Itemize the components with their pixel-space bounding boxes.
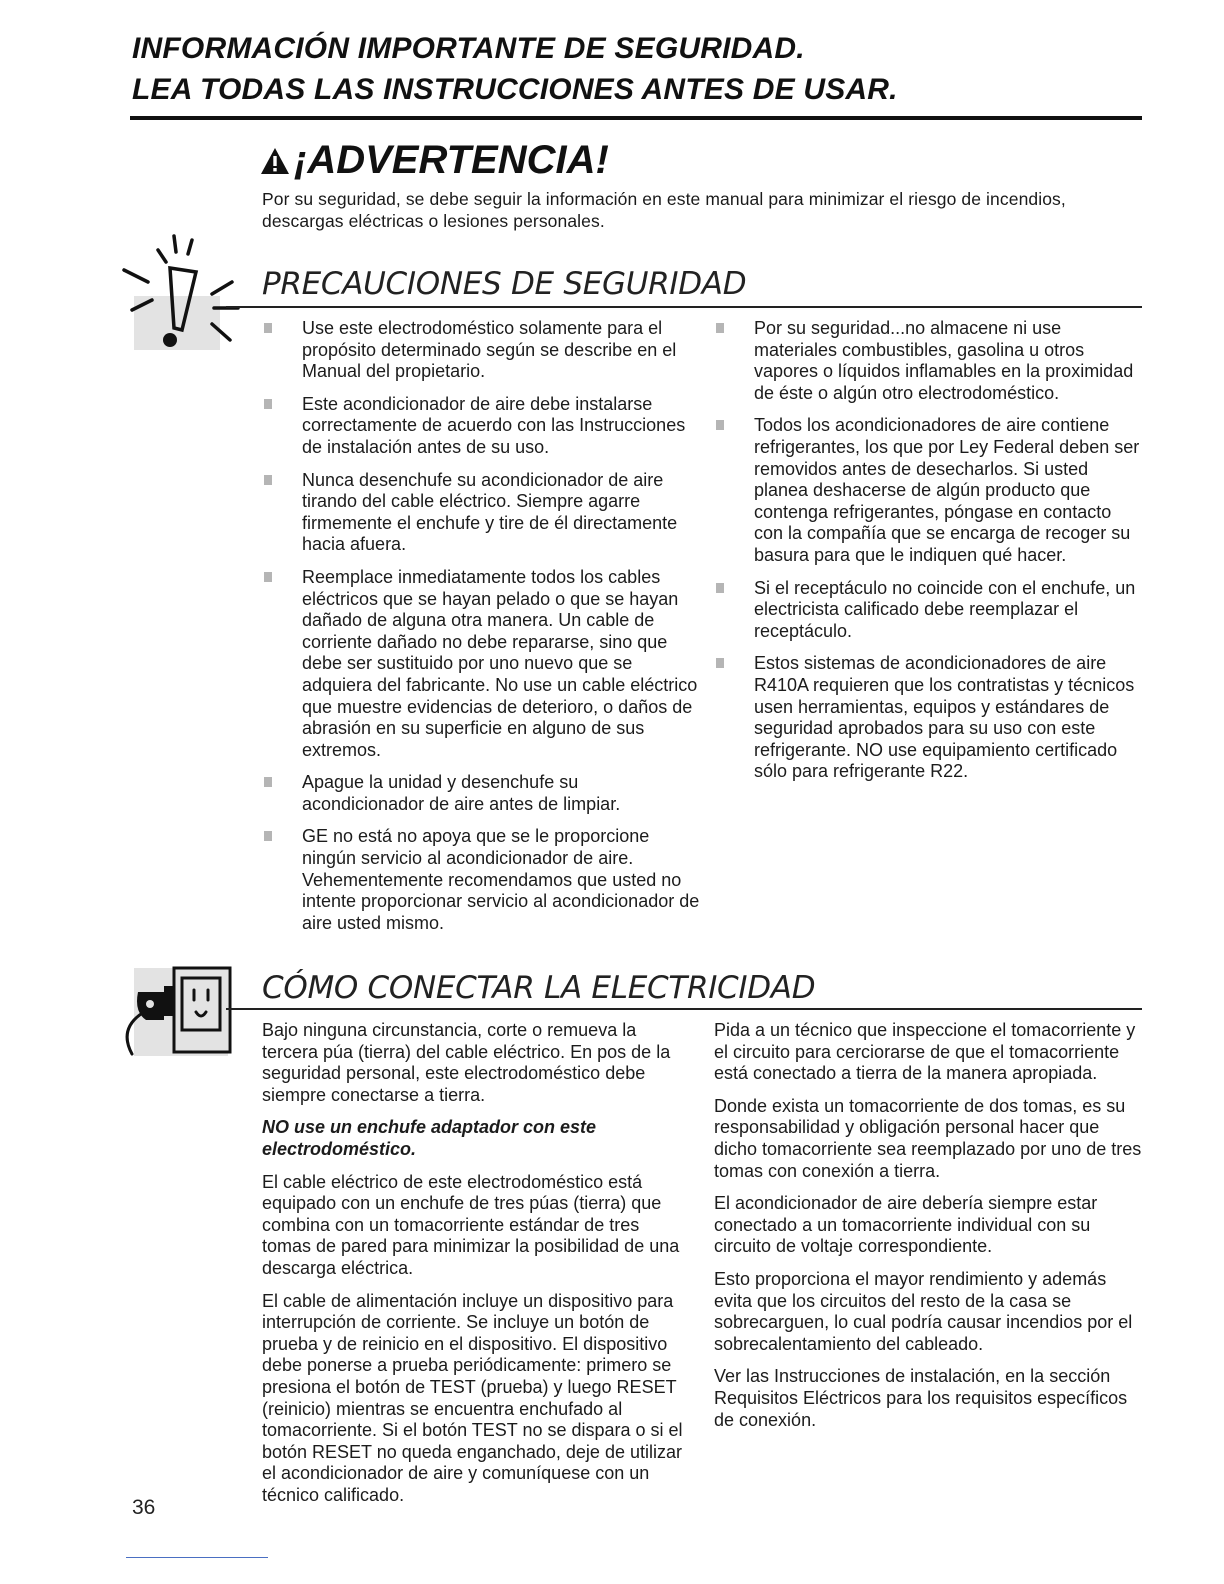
precautions-right-column — [714, 318, 1144, 794]
warning-title: ¡ADVERTENCIA! — [294, 138, 609, 182]
precautions-left-column — [262, 318, 702, 945]
header-title-line-2: LEA TODAS LAS INSTRUCCIONES ANTES DE USAR. — [132, 73, 898, 106]
precaution-item: Nunca desenchufe su acondicionador de aire tirando del cable eléctrico. Siempre agarre firmemente el enchufe y tire de él directamente hacia afuera. — [262, 470, 702, 556]
electricity-right-column — [714, 1020, 1144, 1442]
electricity-paragraph: El cable eléctrico de este electrodoméstico está equipado con un enchufe de tres púas (tierra) que combina con un tomacorriente estándar de tres tomas de pared para minimizar la posibilidad de una descarga eléctrica. — [262, 1171, 680, 1278]
warning-heading — [260, 138, 609, 183]
electricity-left-column — [262, 1020, 692, 1517]
precaution-item: GE no está no apoya que se le proporcione ningún servicio al acondicionador de aire. Vehementemente recomendamos que usted no intente proporcionar servicio al acondicionador de aire usted mismo. — [262, 826, 702, 934]
precaution-item: Por su seguridad...no almacene ni use materiales combustibles, gasolina u otros vapores o líquidos inflamables en la proximidad de éste o algún otro electrodoméstico. — [714, 318, 1144, 404]
plug-outlet-icon — [116, 958, 236, 1064]
warning-body: Por su seguridad, se debe seguir la información en este manual para minimizar el riesgo de incendios, descargas eléctricas o lesiones personales. — [262, 189, 1066, 231]
footer-rule — [126, 1557, 268, 1558]
electricity-paragraph: Esto proporciona el mayor rendimiento y además evita que los circuitos del resto de la casa se sobrecarguen, lo cual podría causar incendios por el sobrecalentamiento del cableado. — [714, 1268, 1133, 1354]
electricity-paragraph: Pida a un técnico que inspeccione el tomacorriente y el circuito para cerciorarse de que el tomacorriente está conectado a tierra de la manera apropiada. — [714, 1020, 1136, 1084]
precaution-item: Estos sistemas de acondicionadores de aire R410A requieren que los contratistas y técnicos usen herramientas, equipos y estándares de seguridad aprobados para su uso con este refrigerante. NO use equipamiento certificado sólo para refrigerante R22. — [714, 653, 1144, 783]
electricity-paragraph: Bajo ninguna circunstancia, corte o remueva la tercera púa (tierra) del cable eléctrico. En pos de la seguridad personal, este electrodoméstico debe siempre conectarse a tierra. — [262, 1020, 671, 1105]
warning-triangle-icon — [260, 147, 290, 175]
header-title-line-1: INFORMACIÓN IMPORTANTE DE SEGURIDAD. — [132, 32, 805, 65]
electricity-paragraph: Ver las Instrucciones de instalación, en la sección Requisitos Eléctricos para los requisitos específicos de conexión. — [714, 1366, 1128, 1430]
precautions-rule — [226, 306, 1142, 308]
electricity-paragraph: Donde exista un tomacorriente de dos tomas, es su responsabilidad y obligación personal hacer que dicho tomacorriente sea reemplazado por uno de tres tomas con conexión a tierra. — [714, 1095, 1142, 1181]
adapter-warning: NO use un enchufe adaptador con este electrodoméstico. — [262, 1117, 597, 1159]
electricity-title: CÓMO CONECTAR LA ELECTRICIDAD — [262, 970, 816, 1006]
header-rule — [130, 116, 1142, 120]
electricity-rule — [226, 1008, 1142, 1010]
exclamation-burst-icon — [112, 228, 252, 358]
precaution-item: Si el receptáculo no coincide con el enchufe, un electricista calificado debe reemplazar el receptáculo. — [714, 578, 1144, 643]
electricity-paragraph: El acondicionador de aire debería siempre estar conectado a un tomacorriente individual con su circuito de voltaje correspondiente. — [714, 1193, 1098, 1257]
precaution-item: Este acondicionador de aire debe instalarse correctamente de acuerdo con las Instrucciones de instalación antes de su uso. — [262, 394, 702, 459]
precautions-title: PRECAUCIONES DE SEGURIDAD — [262, 266, 747, 302]
precaution-item: Use este electrodoméstico solamente para el propósito determinado según se describe en el Manual del propietario. — [262, 318, 702, 383]
electricity-paragraph: El cable de alimentación incluye un dispositivo para interrupción de corriente. Se incluye un botón de prueba y de reinicio en el dispositivo. El dispositivo debe ponerse a prueba periódicamente: primero se presiona el botón de TEST (prueba) y luego RESET (reinicio) mientras se encuentra enchufado al tomacorriente. Si el botón TEST no se dispara o si el botón RESET no queda enganchado, deje de utilizar el acondicionador de aire y comuníquese con un técnico calificado. — [262, 1290, 683, 1505]
precaution-item: Reemplace inmediatamente todos los cables eléctricos que se hayan pelado o que se hayan dañado de alguna otra manera. Un cable de corriente dañado no debe repararse, sino que debe ser sustituido por uno nuevo que se adquiera del fabricante. No use un cable eléctrico que muestre evidencias de deterioro, o daños de abrasión en su superficie en alguno de sus extremos. — [262, 567, 702, 761]
page-number: 36 — [132, 1496, 156, 1519]
precaution-item: Todos los acondicionadores de aire contiene refrigerantes, los que por Ley Federal deben ser removidos antes de desecharlos. Si usted planea deshacerse de algún producto que contenga refrigerantes, póngase en contacto con la compañía que se encarga de recoger su basura para que le indiquen qué hacer. — [714, 415, 1144, 566]
precaution-item: Apague la unidad y desenchufe su acondicionador de aire antes de limpiar. — [262, 772, 702, 815]
